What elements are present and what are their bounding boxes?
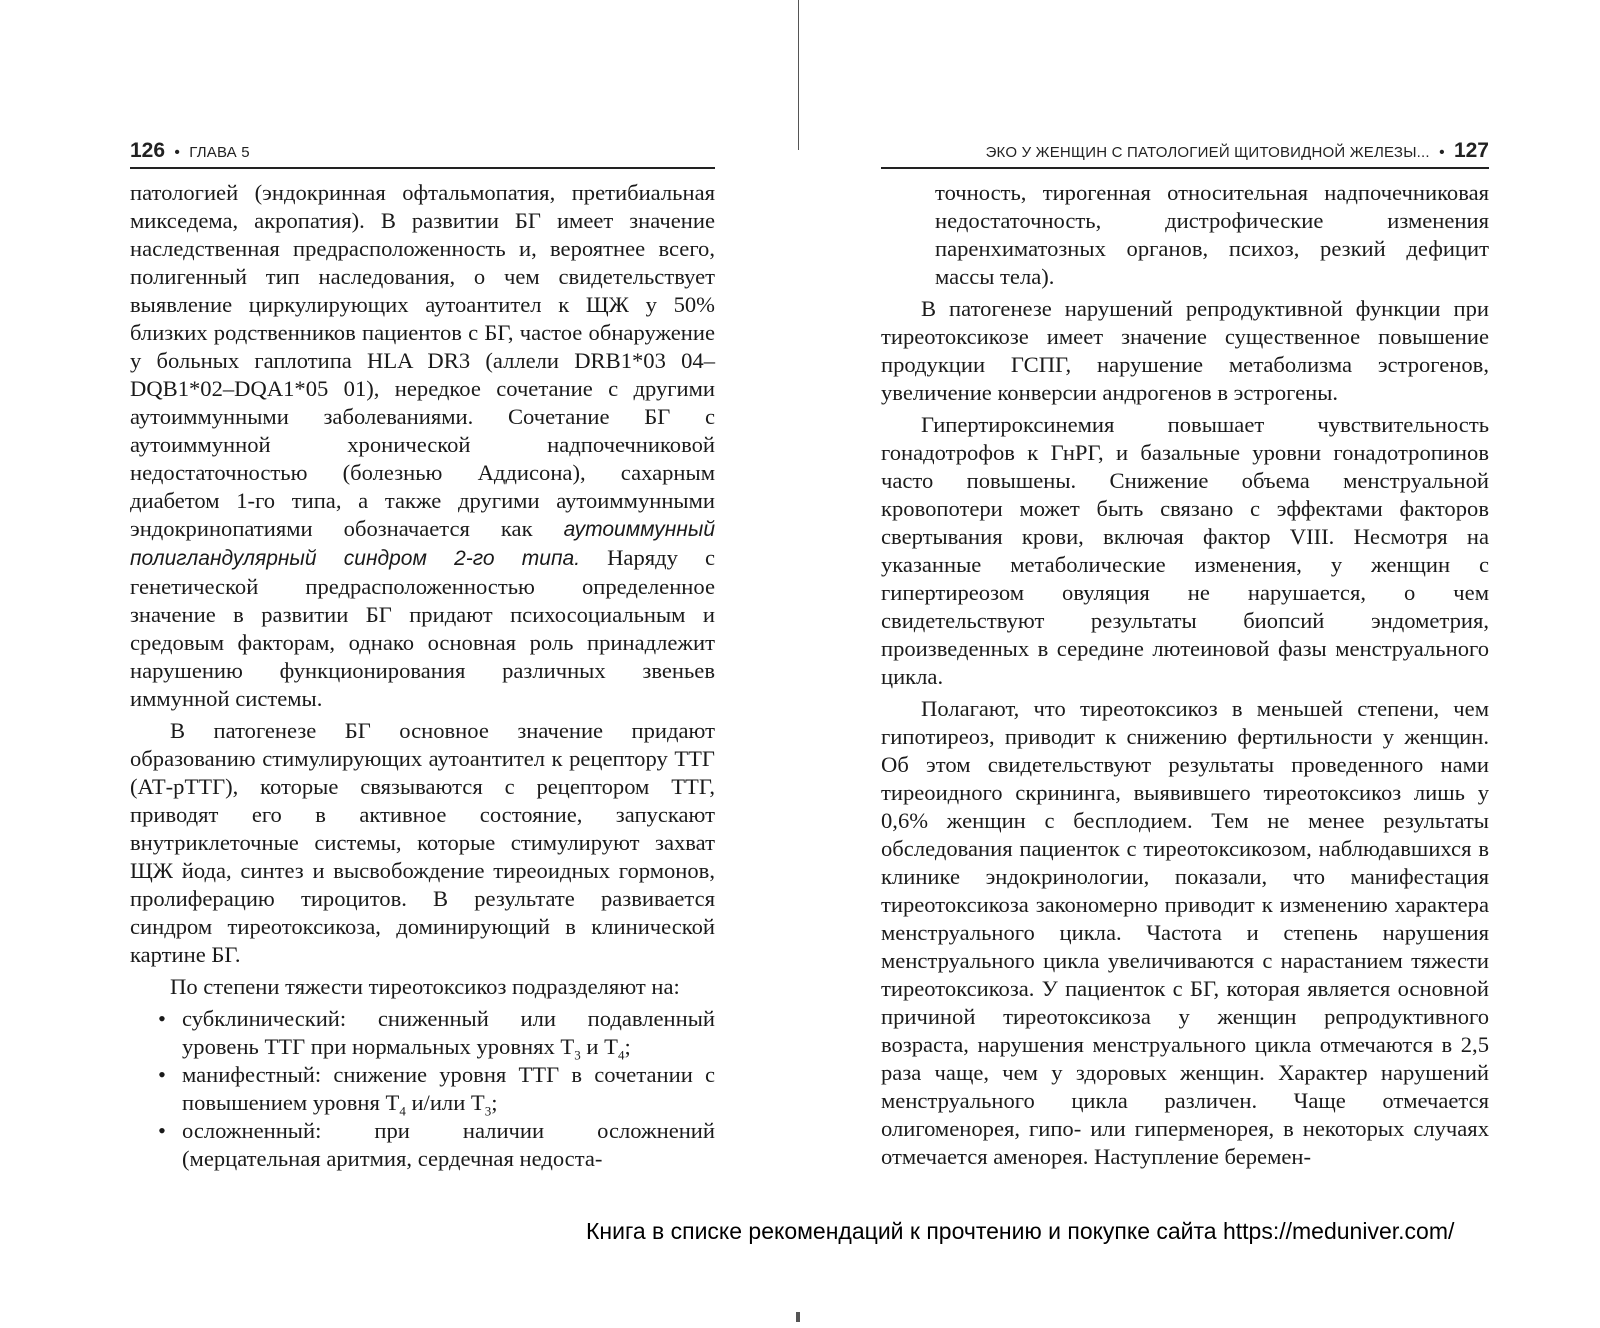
running-title: ЭКО У ЖЕНЩИН С ПАТОЛОГИЕЙ ЩИТОВИДНОЙ ЖЕЛЕЗЫ... [985, 144, 1430, 161]
header-bullet: • [174, 144, 180, 161]
list-item: • субклинический: сниженный или подавленный уровень ТТГ при нормальных уровнях $T_3$ и $T_4$; [154, 1005, 715, 1061]
left-page [130, 133, 715, 1173]
list-item: • осложненный: при наличии осложнений (мерцательная аритмия, сердечная недоста- [154, 1117, 715, 1173]
left-running-head [130, 133, 715, 169]
italic-term: аутоиммунный полигландулярный синдром 2-го типа. [130, 518, 715, 570]
right-paragraph-0: точность, тирогенная относительная надпочечниковая недостаточность, дистрофические изменения паренхиматозных органов, психоз, резкий дефицит массы тела). [935, 180, 1489, 289]
left-paragraph-1: патологией (эндокринная офтальмопатия, претибиальная микседема, акропатия). В развитии БГ имеет значение наследственная предрасположенность и, вероятнее всего, полигенный тип наследования, о чем свидетельствует выявление циркулирующих аутоантител к ЩЖ у 50% близких родственников пациентов с БГ, частое обнаружение у больных гаплотипа HLA DR3 (аллели DRB1*03 04–DQB1*02–DQA1*05 01), нередкое сочетание с другими аутоиммунными заболеваниями. Сочетание БГ с аутоиммунной хронической надпочечниковой недостаточностью (болезнью Аддисона), сахарным диабетом 1-го типа, а также другими аутоиммунными эндокринопатиями обозначается как аутоиммунный полигландулярный синдром 2-го типа. Наряду с генетической предрасположенностью определенное значение в развитии БГ придают психосоциальным и средовым факторам, однако основная роль принадлежит нарушению функционирования различных звеньев иммунной системы. [130, 180, 715, 711]
left-paragraph-2: В патогенезе БГ основное значение придают образованию стимулирующих аутоантител к рецептору ТТГ (АТ-рТТГ), которые связываются с рецептором ТТГ, приводят его в активное состояние, запускают внутриклеточные системы, которые стимулируют захват ЩЖ йода, синтез и высвобождение тиреоидных гормонов, пролиферацию тироцитов. В результате развивается синдром тиреотоксикоза, доминирующий в клинической картине БГ. [130, 718, 715, 967]
left-paragraph-3: По степени тяжести тиреотоксикоз подразделяют на: [170, 974, 680, 999]
left-page-body [130, 179, 715, 1173]
gutter-line [798, 0, 799, 150]
chapter-title: ГЛАВА 5 [189, 144, 250, 161]
right-page-number: 127 [1453, 139, 1489, 162]
left-page-number: 126 [130, 139, 166, 162]
right-paragraph-3: Полагают, что тиреотоксикоз в меньшей степени, чем гипотиреоз, приводит к снижению фертильности у женщин. Об этом свидетельствуют результаты проведенного нами тиреоидного скрининга, выявившего тиреотоксикоз лишь у 0,6% женщин с бесплодием. Тем не менее результаты обследования пациенток с тиреотоксикозом, наблюдавшихся в клинике эндокринологии, показали, что манифестация тиреотоксикоза закономерно приводит к изменению характера менструального цикла. Частота и степень нарушения менструального цикла увеличиваются с нарастанием тяжести тиреотоксикоза. У пациенток с БГ, которая является основной причиной тиреотоксикоза у женщин репродуктивного возраста, нарушения менструального цикла отмечаются в 2,5 раза чаще, чем у здоровых женщин. Характер нарушений менструального цикла различен. Чаще отмечается олигоменорея, гипо- или гиперменорея, в некоторых случаях отмечается аменорея. Наступление беремен- [881, 696, 1489, 1169]
watermark-text: Книга в списке рекомендаций к прочтению и покупке сайта https://meduniver.com/ [586, 1218, 1455, 1244]
gutter-mark [796, 1312, 800, 1322]
list-item: • манифестный: снижение уровня ТТГ в сочетании с повышением уровня $T_4$ и/или $T_3$; [154, 1061, 715, 1117]
right-paragraph-2: Гипертироксинемия повышает чувствительность гонадотрофов к ГнРГ, и базальные уровни гонадотропинов часто повышены. Снижение объема менструальной кровопотери может быть связано с эффектами факторов свертывания крови, включая фактор VIII. Несмотря на указанные метаболические изменения, у женщин с гипертиреозом овуляция не нарушается, о чем свидетельствуют результаты биопсий эндометрия, произведенных в середине лютеиновой фазы менструального цикла. [881, 412, 1489, 689]
right-running-head [881, 133, 1489, 169]
right-paragraph-1: В патогенезе нарушений репродуктивной функции при тиреотоксикозе имеет значение существенное повышение продукции ГСПГ, нарушение метаболизма эстрогенов, увеличение конверсии андрогенов в эстрогены. [881, 296, 1489, 405]
header-bullet: • [1439, 144, 1445, 161]
severity-list [130, 1005, 715, 1173]
right-page [881, 133, 1489, 1171]
right-page-body [881, 179, 1489, 1171]
